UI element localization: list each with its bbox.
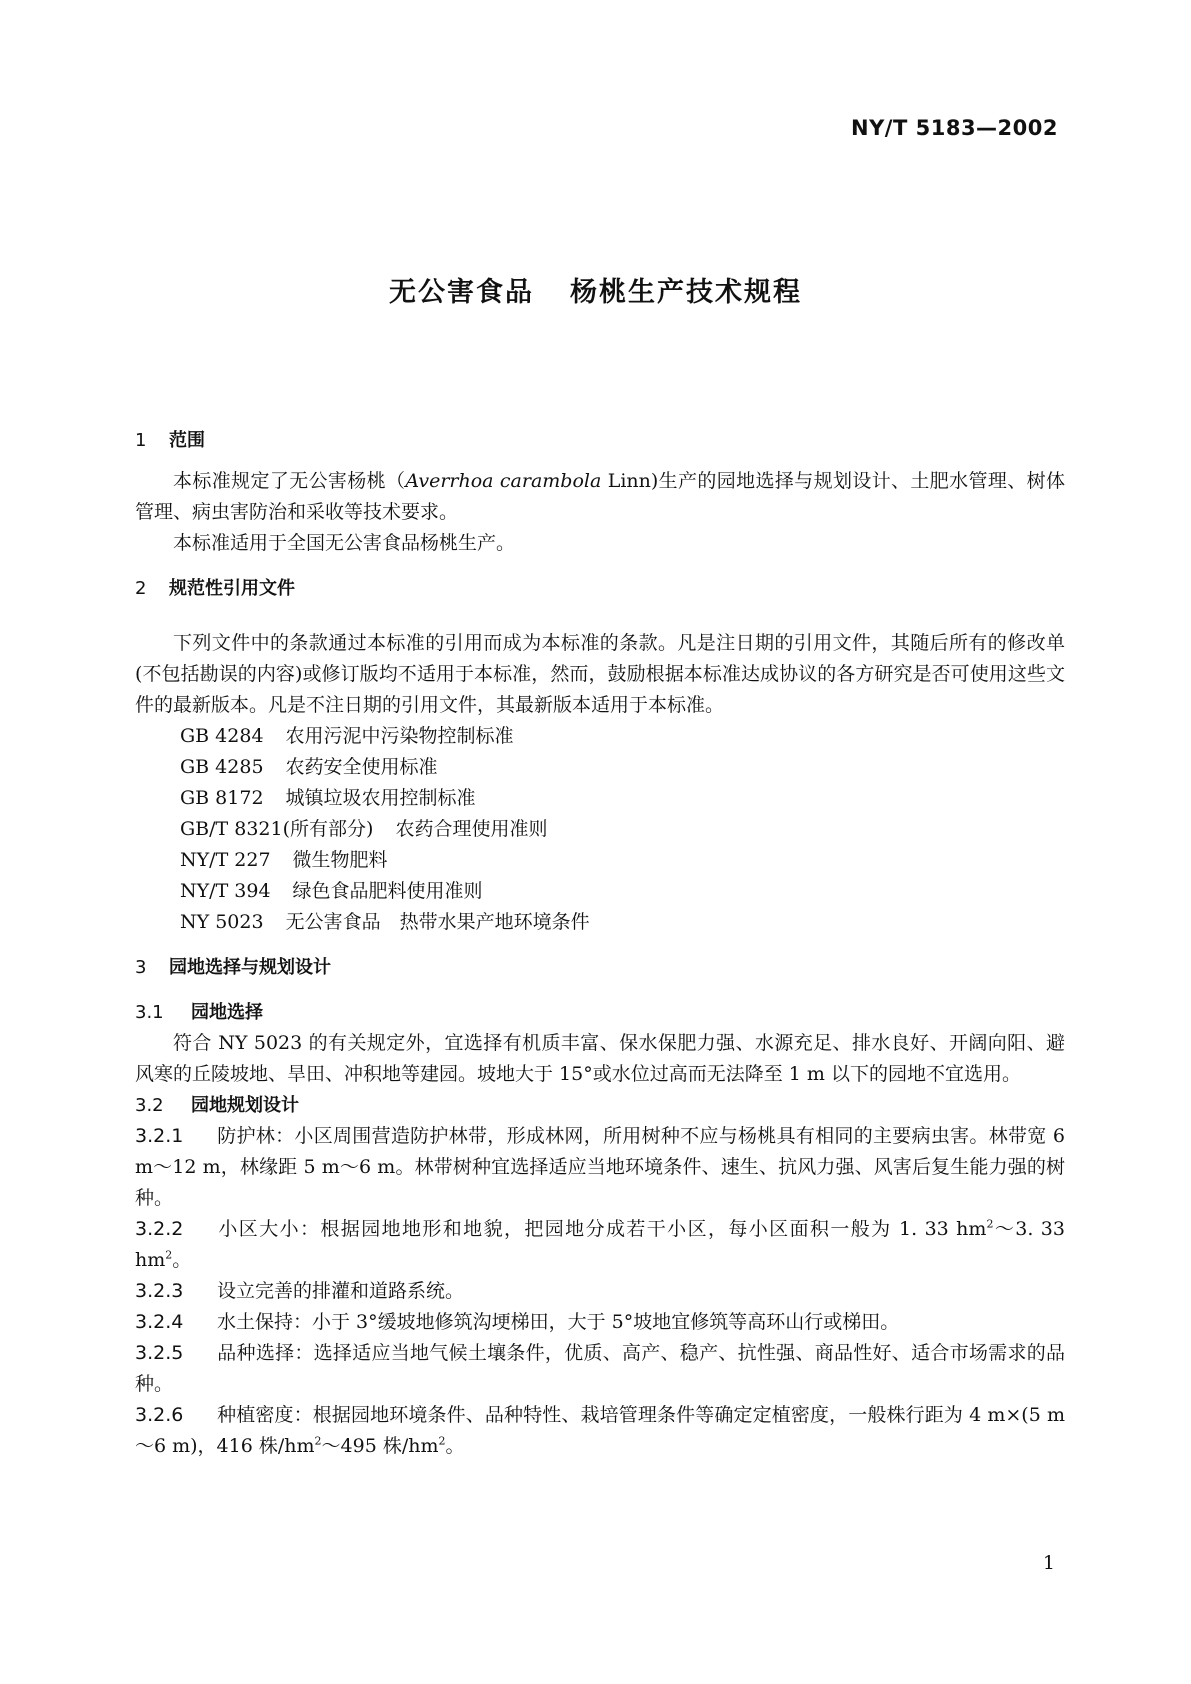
reference-item: NY/T 394 绿色食品肥料使用准则 — [180, 880, 483, 902]
reference-item: NY/T 227 微生物肥料 — [180, 849, 388, 871]
clause-3-2-2: 3.2.2 小区大小：根据园地地形和地貌，把园地分成若干小区，每小区面积一般为 1. 33 $hm^2\sim 3$. 33 $hm^2$。 — [135, 1217, 1065, 1271]
reference-item: GB 4285 农药安全使用标准 — [180, 756, 438, 778]
standard-number: NY/T 5183—2002 — [851, 116, 1058, 140]
document-title — [0, 270, 1191, 309]
section-heading-3: 3 园地选择与规划设计 — [135, 957, 331, 978]
paragraph: 本标准规定了无公害杨桃（Averrhoa carambola Linn)生产的园地选择与规划设计、土肥水管理、树体管理、病虫害防治和采收等技术要求。 — [135, 470, 1065, 523]
clause-3-2-5: 3.2.5 品种选择：选择适应当地气候土壤条件，优质、高产、稳产、抗性强、商品性好、适合市场需求的品种。 — [135, 1342, 1065, 1395]
clause-3-2-3: 3.2.3 设立完善的排灌和道路系统。 — [135, 1280, 465, 1302]
section-heading-2: 2 规范性引用文件 — [135, 578, 295, 599]
reference-item: GB 8172 城镇垃圾农用控制标准 — [180, 787, 476, 809]
document-body — [135, 425, 1065, 1462]
subsection-heading-3-1: 3.1 园地选择 — [135, 1002, 263, 1023]
reference-item: GB/T 8321(所有部分) 农药合理使用准则 — [180, 818, 548, 840]
reference-item: GB 4284 农用污泥中污染物控制标准 — [180, 725, 514, 747]
paragraph: 符合 NY 5023 的有关规定外，宜选择有机质丰富、保水保肥力强、水源充足、排水良好、开阔向阳、避风寒的丘陵坡地、旱田、冲积地等建园。坡地大于 15°或水位过高而无法降至 1 m 以下的园地不宜选用。 — [135, 1032, 1065, 1085]
reference-item: NY 5023 无公害食品 热带水果产地环境条件 — [180, 911, 590, 933]
paragraph: 下列文件中的条款通过本标准的引用而成为本标准的条款。凡是注日期的引用文件，其随后所有的修改单(不包括勘误的内容)或修订版均不适用于本标准，然而，鼓励根据本标准达成协议的各方研究是否可使用这些文件的最新版本。凡是不注日期的引用文件，其最新版本适用于本标准。 — [135, 632, 1065, 716]
clause-3-2-6: 3.2.6 种植密度：根据园地环境条件、品种特性、栽培管理条件等确定定植密度，一般株行距为 4 m×(5 m～6 m)，416 株$/hm^2\sim 495$ 株$/hm^2$。 — [135, 1404, 1065, 1457]
title-part1: 无公害食品 — [389, 277, 534, 308]
title-part2: 杨桃生产技术规程 — [570, 277, 802, 308]
clause-3-2-4: 3.2.4 水土保持：小于 3°缓坡地修筑沟埂梯田，大于 5°坡地宜修筑等高环山行或梯田。 — [135, 1311, 900, 1333]
section-heading-1: 1 范围 — [135, 430, 205, 451]
clause-3-2-1: 3.2.1 防护林：小区周围营造防护林带，形成林网，所用树种不应与杨桃具有相同的主要病虫害。林带宽 6 m～12 m，林缘距 5 m～6 m。林带树种宜选择适应当地环境条件、速生、抗风力强、风害后复生能力强的树种。 — [135, 1125, 1065, 1209]
page-number: 1 — [1042, 1552, 1055, 1574]
paragraph: 本标准适用于全国无公害食品杨桃生产。 — [173, 532, 516, 554]
subsection-heading-3-2: 3.2 园地规划设计 — [135, 1095, 299, 1116]
